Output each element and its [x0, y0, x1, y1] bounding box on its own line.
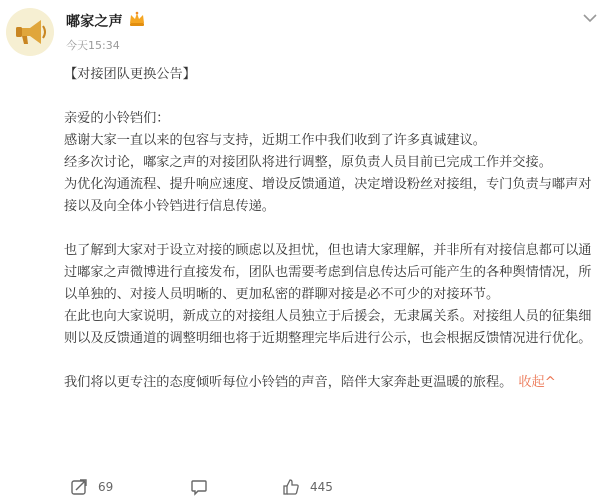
repost-count: 69	[98, 480, 114, 494]
paragraph: 为优化沟通流程、提升响应速度、增设反馈通道，决定增设粉丝对接组，专门负责与嘟声对接以及向全体小铃铛进行信息传递。	[64, 177, 592, 214]
spacer	[64, 218, 604, 240]
avatar[interactable]	[6, 8, 54, 56]
repost-button[interactable]	[70, 478, 113, 496]
author-name[interactable]: 嘟家之声	[66, 14, 123, 30]
spacer	[64, 350, 604, 372]
greeting: 亲爱的小铃铛们：	[64, 111, 170, 126]
spacer	[64, 86, 604, 108]
closing-paragraph	[64, 372, 604, 394]
thumbs-up-icon	[282, 478, 300, 496]
crown-icon	[127, 9, 147, 29]
action-bar	[0, 474, 612, 501]
paragraph: 也了解到大家对于设立对接的顾虑以及担忧，但也请大家理解，并非所有对接信息都可以通过嘟家之声微博进行直接发布，团队也需要考虑到信息传达后可能产生的各种舆情情况，所以单独的、对接人员明晰的、更加私密的群聊对接是必不可少的对接环节。	[64, 243, 592, 302]
collapse-link[interactable]: 收起^	[518, 375, 556, 390]
like-button[interactable]	[282, 478, 333, 496]
paragraph: 感谢大家一直以来的包容与支持，近期工作中我们收到了许多真诚建议。	[64, 133, 486, 148]
comment-button[interactable]	[190, 478, 218, 496]
like-count: 445	[310, 480, 333, 494]
post-title: 【对接团队更换公告】	[64, 67, 196, 82]
chevron-down-icon[interactable]	[578, 10, 602, 26]
closing-text: 我们将以更专注的态度倾听每位小铃铛的声音，陪伴大家奔赴更温暖的旅程。	[64, 375, 513, 390]
paragraph: 在此也向大家说明，新成立的对接组人员独立于后援会，无隶属关系。对接组人员的征集细则以及反馈通道的调整明细也将于近期整理完毕后进行公示，也会根据反馈情况进行优化。	[64, 309, 592, 346]
paragraph: 经多次讨论，嘟家之声的对接团队将进行调整，原负责人员目前已完成工作并交接。	[64, 155, 552, 170]
megaphone-icon	[6, 8, 54, 56]
repost-icon	[70, 478, 88, 496]
post-time[interactable]: 今天15:34	[66, 39, 120, 52]
post-content	[64, 64, 604, 394]
comment-icon	[190, 478, 208, 496]
